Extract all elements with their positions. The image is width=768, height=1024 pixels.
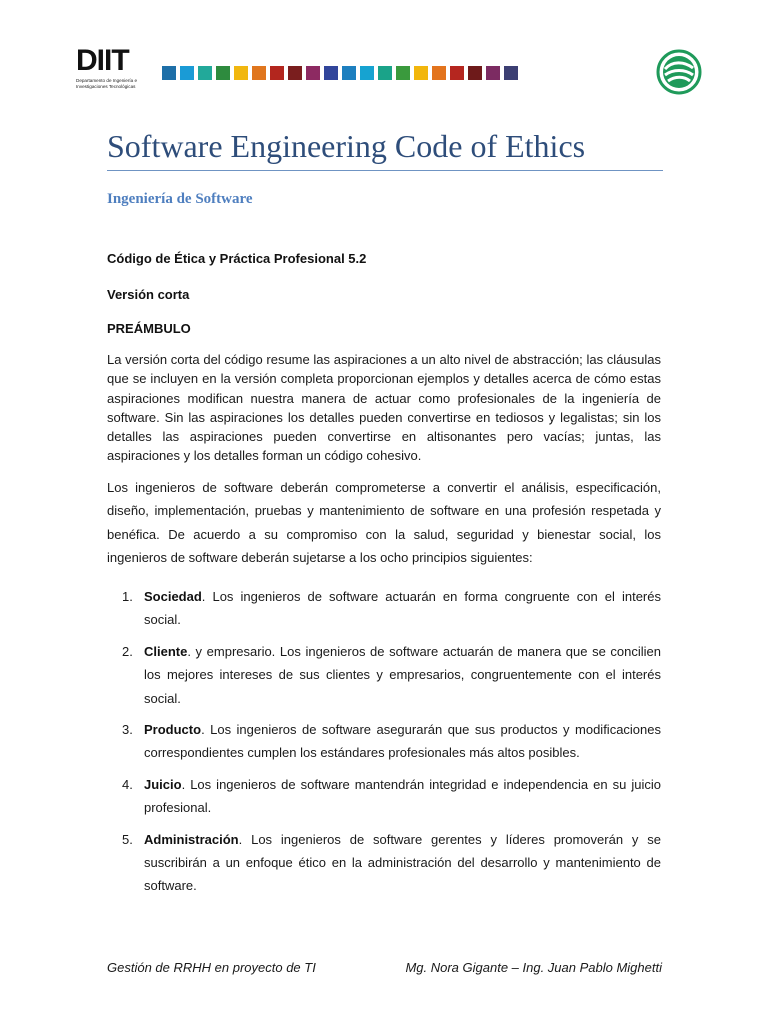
principle-item bbox=[107, 773, 661, 820]
unla-logo bbox=[656, 49, 702, 95]
principle-text: . Los ingenieros de software gerentes y líderes promoverán y se suscribirán a un enfoque ético en la administración del desarrollo y mantenimiento de software. bbox=[144, 831, 661, 894]
title-divider bbox=[107, 170, 663, 171]
principle-term: Sociedad bbox=[144, 589, 202, 604]
color-square bbox=[180, 66, 194, 80]
principle-text: . Los ingenieros de software actuarán en forma congruente con el interés social. bbox=[144, 589, 661, 628]
document-subtitle: Ingeniería de Software bbox=[107, 191, 253, 207]
footer-authors: Mg. Nora Gigante – Ing. Juan Pablo Mighetti bbox=[405, 960, 662, 975]
principle-term: Producto bbox=[144, 722, 202, 738]
diit-logo-mark: DIIT bbox=[76, 44, 129, 77]
principle-item bbox=[107, 828, 661, 898]
principle-term: Cliente bbox=[144, 643, 188, 659]
preamble-paragraph-2: Los ingenieros de software deberán comprometerse a convertir el análisis, especificación, diseño, implementación, pruebas y mantenimiento de software en una profesión respetada y benéfica. De acuerdo a su compromiso con la salud, seguridad y bienestar social, los ingenieros de software deberán sujetarse a los ocho principios siguientes: bbox=[107, 480, 661, 566]
principle-number: 1. bbox=[122, 589, 133, 604]
principle-item bbox=[107, 718, 661, 765]
color-square bbox=[162, 66, 176, 80]
principle-item bbox=[107, 585, 661, 632]
color-square bbox=[342, 66, 356, 80]
principle-term: Juicio bbox=[144, 776, 182, 792]
preamble-heading: PREÁMBULO bbox=[107, 321, 191, 336]
color-square bbox=[450, 66, 464, 80]
color-square bbox=[252, 66, 266, 80]
color-square bbox=[504, 66, 518, 80]
page-header bbox=[76, 46, 706, 100]
version-heading: Versión corta bbox=[107, 287, 190, 302]
code-heading: Código de Ética y Práctica Profesional 5.2 bbox=[107, 251, 367, 266]
color-square bbox=[360, 66, 374, 80]
color-square bbox=[234, 66, 248, 80]
diit-logo-subtitle: Departamento de Ingeniería e Investigaciones Tecnológicas bbox=[76, 78, 138, 89]
color-square bbox=[378, 66, 392, 80]
color-square bbox=[432, 66, 446, 80]
principle-number: 4. bbox=[122, 776, 133, 792]
footer-course: Gestión de RRHH en proyecto de TI bbox=[107, 960, 316, 975]
color-square bbox=[288, 66, 302, 80]
principle-number: 3. bbox=[122, 722, 133, 738]
color-square bbox=[306, 66, 320, 80]
diit-logo bbox=[76, 46, 146, 98]
principles-list bbox=[107, 585, 661, 898]
principle-item bbox=[107, 640, 661, 710]
document-title: Software Engineering Code of Ethics bbox=[107, 128, 586, 164]
color-square bbox=[486, 66, 500, 80]
color-square bbox=[198, 66, 212, 80]
color-square bbox=[468, 66, 482, 80]
principle-term: Administración bbox=[144, 831, 239, 847]
preamble-paragraph-1: La versión corta del código resume las aspiraciones a un alto nivel de abstracción; las cláusulas que se incluyen en la versión completa proporcionan ejemplos y detalles acerca de cómo estas aspiraciones modifican nuestra manera de actuar como profesionales de la ingeniería de software. Sin las aspiraciones los detalles pueden convertirse en tediosos y legalistas; sin los detalles las aspiraciones pueden convertirse en altisonantes pero vacías; juntas, las aspiraciones y los detalles forman un código cohesivo. bbox=[107, 352, 661, 464]
color-squares-strip bbox=[162, 66, 518, 80]
color-square bbox=[270, 66, 284, 80]
color-square bbox=[216, 66, 230, 80]
color-square bbox=[396, 66, 410, 80]
color-square bbox=[324, 66, 338, 80]
color-square bbox=[414, 66, 428, 80]
principle-text: . y empresario. Los ingenieros de software actuarán de manera que se concilien los mejores intereses de sus clientes y empresarios, congruentemente con el interés social. bbox=[144, 643, 661, 706]
principle-text: . Los ingenieros de software asegurarán que sus productos y modificaciones correspondientes cumplen los estándares profesionales más altos posibles. bbox=[144, 722, 661, 761]
principle-number: 5. bbox=[122, 831, 133, 847]
principle-text: . Los ingenieros de software mantendrán integridad e independencia en su juicio profesional. bbox=[144, 776, 661, 816]
principle-number: 2. bbox=[122, 643, 133, 659]
